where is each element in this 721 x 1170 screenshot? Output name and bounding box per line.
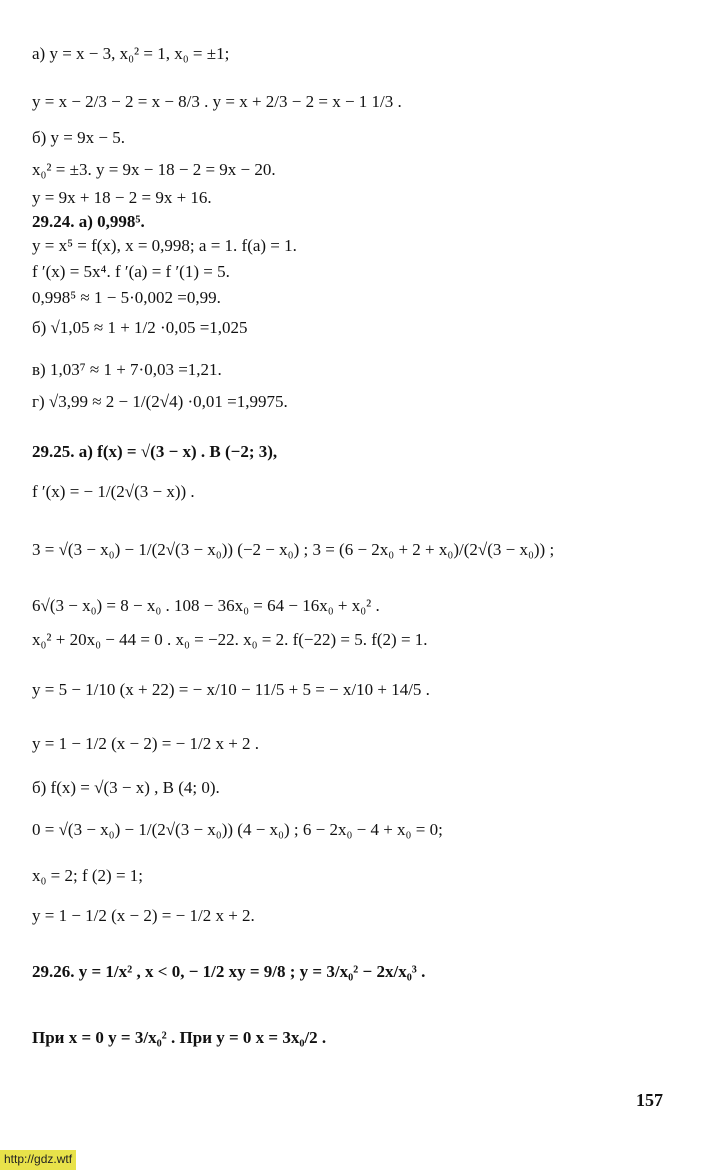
text-line: f ′(x) = 5x⁴. f ′(a) = f ′(1) = 5. (32, 262, 230, 281)
text-line: а) y = x − 3, x₀² = 1, x₀ = ±1; (32, 44, 230, 63)
text-line: x₀² = ±3. y = 9x − 18 − 2 = 9x − 20. (32, 160, 276, 179)
page-number: 157 (636, 1090, 663, 1110)
text-line: y = x − 2/3 − 2 = x − 8/3 . y = x + 2/3 − 2 = x − 1 1/3 . (32, 92, 402, 111)
problem-heading: 29.26. y = 1/x² , x < 0, − 1/2 xy = 9/8 ; y = 3/x₀² − 2x/x₀³ . (32, 962, 426, 981)
text-line: y = 1 − 1/2 (x − 2) = − 1/2 x + 2. (32, 906, 255, 925)
text-line: x₀ = 2; f (2) = 1; (32, 866, 144, 885)
text-line: y = 5 − 1/10 (x + 22) = − x/10 − 11/5 + 5 = − x/10 + 14/5 . (32, 680, 430, 699)
text-line: y = 1 − 1/2 (x − 2) = − 1/2 x + 2 . (32, 734, 260, 753)
text-line: y = x⁵ = f(x), x = 0,998; a = 1. f(a) = 1. (32, 236, 297, 255)
text-line: При x = 0 y = 3/x₀² . При y = 0 x = 3x₀/2 . (32, 1028, 327, 1047)
problem-heading: 29.25. а) f(x) = √(3 − x) . В (−2; 3), (32, 442, 278, 461)
text-line: 6√(3 − x₀) = 8 − x₀ . 108 − 36x₀ = 64 − 16x₀ + x₀² . (32, 596, 380, 615)
text-line: 3 = √(3 − x₀) − 1/(2√(3 − x₀)) (−2 − x₀) ; 3 = (6 − 2x₀ + 2 + x₀)/(2√(3 − x₀)) ; (32, 540, 555, 559)
text-line: 0,998⁵ ≈ 1 − 5·0,002 =0,99. (32, 288, 221, 307)
watermark-link[interactable]: http://gdz.wtf (0, 1150, 76, 1170)
text-line: в) 1,03⁷ ≈ 1 + 7·0,03 =1,21. (32, 360, 222, 379)
text-line: f ′(x) = − 1/(2√(3 − x)) . (32, 482, 195, 501)
text-line: б) y = 9x − 5. (32, 128, 125, 147)
text-line: б) f(x) = √(3 − x) , В (4; 0). (32, 778, 220, 797)
text-line: 0 = √(3 − x₀) − 1/(2√(3 − x₀)) (4 − x₀) ; 6 − 2x₀ − 4 + x₀ = 0; (32, 820, 443, 839)
text-line: x₀² + 20x₀ − 44 = 0 . x₀ = −22. x₀ = 2. f(−22) = 5. f(2) = 1. (32, 630, 428, 649)
text-line: y = 9x + 18 − 2 = 9x + 16. (32, 188, 212, 207)
text-line: б) √1,05 ≈ 1 + 1/2 ·0,05 =1,025 (32, 318, 248, 337)
text-line: г) √3,99 ≈ 2 − 1/(2√4) ·0,01 =1,9975. (32, 392, 288, 411)
problem-heading: 29.24. а) 0,998⁵. (32, 212, 145, 231)
